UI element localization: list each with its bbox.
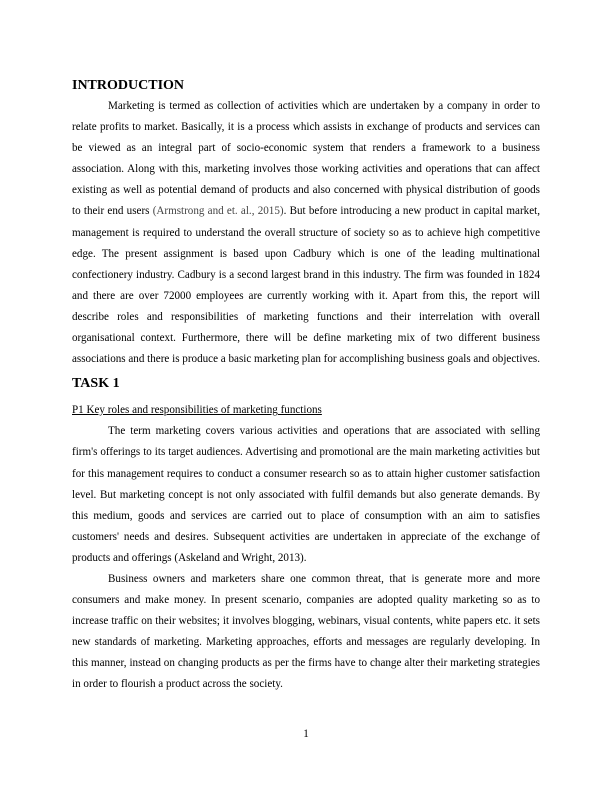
task1-heading: TASK 1 [72,376,120,392]
introduction-text-part2: . But before introducing a new product in capital market, management is required to understand the overall structure of society so as to achieve high competitive edge. The present assignment is based upon Cadbury which is one of the leading multinational confectionery industry. Cadbury is a second largest brand in this industry. The firm was founded in 1824 and there are over 72000 employees are currently working with it. Apart from this, the report will describe roles and responsibilities of marketing functions and their interrelation with overall organisational context. Furthermore, there will be define marketing mix of two different business associations and there is produce a basic marketing plan for accomplishing business goals and objectives. [72,205,540,366]
introduction-heading: INTRODUCTION [72,78,185,93]
document-page [72,76,540,696]
page-number: 1 [303,728,309,740]
introduction-paragraph [72,96,540,370]
task1-subheading: P1 Key roles and responsibilities of marketing functions [72,404,322,417]
task1-paragraph-1: The term marketing covers various activities and operations that are associated with selling firm's offerings to its target audiences. Advertising and promotional are the main marketing activities but for this management requires to conduct a consumer research so as to attain higher customer satisfaction level. But marketing concept is not only associated with fulfil demands but also generate demands. By this medium, goods and services are carried out to place of consumption with an aim to satisfies customers' needs and desires. Subsequent activities are undertaken in appreciate of the exchange of products and offerings (Askeland and Wright, 2013). [72,425,540,564]
introduction-text-part1: Marketing is termed as collection of activities which are undertaken by a company in order to relate profits to market. Basically, it is a process which assists in exchange of products and services can be viewed as an integral part of socio-economic system that renders a framework to a business association. Along with this, marketing involves those working activities and operations that can affect existing as well as potential demand of products and also concerned with physical distribution of goods to their end users [72,100,540,218]
introduction-citation: (Armstrong and et. al., 2015) [152,205,284,218]
task1-paragraph-2: Business owners and marketers share one common threat, that is generate more and more consumers and make money. In present scenario, companies are adopted quality marketing so as to increase traffic on their websites; it involves blogging, webinars, visual contents, white papers etc. it sets new standards of marketing. Marketing approaches, efforts and messages are regularly developing. In this manner, instead on changing products as per the firms have to change alter their marketing strategies in order to flourish a product across the society. [72,572,540,691]
